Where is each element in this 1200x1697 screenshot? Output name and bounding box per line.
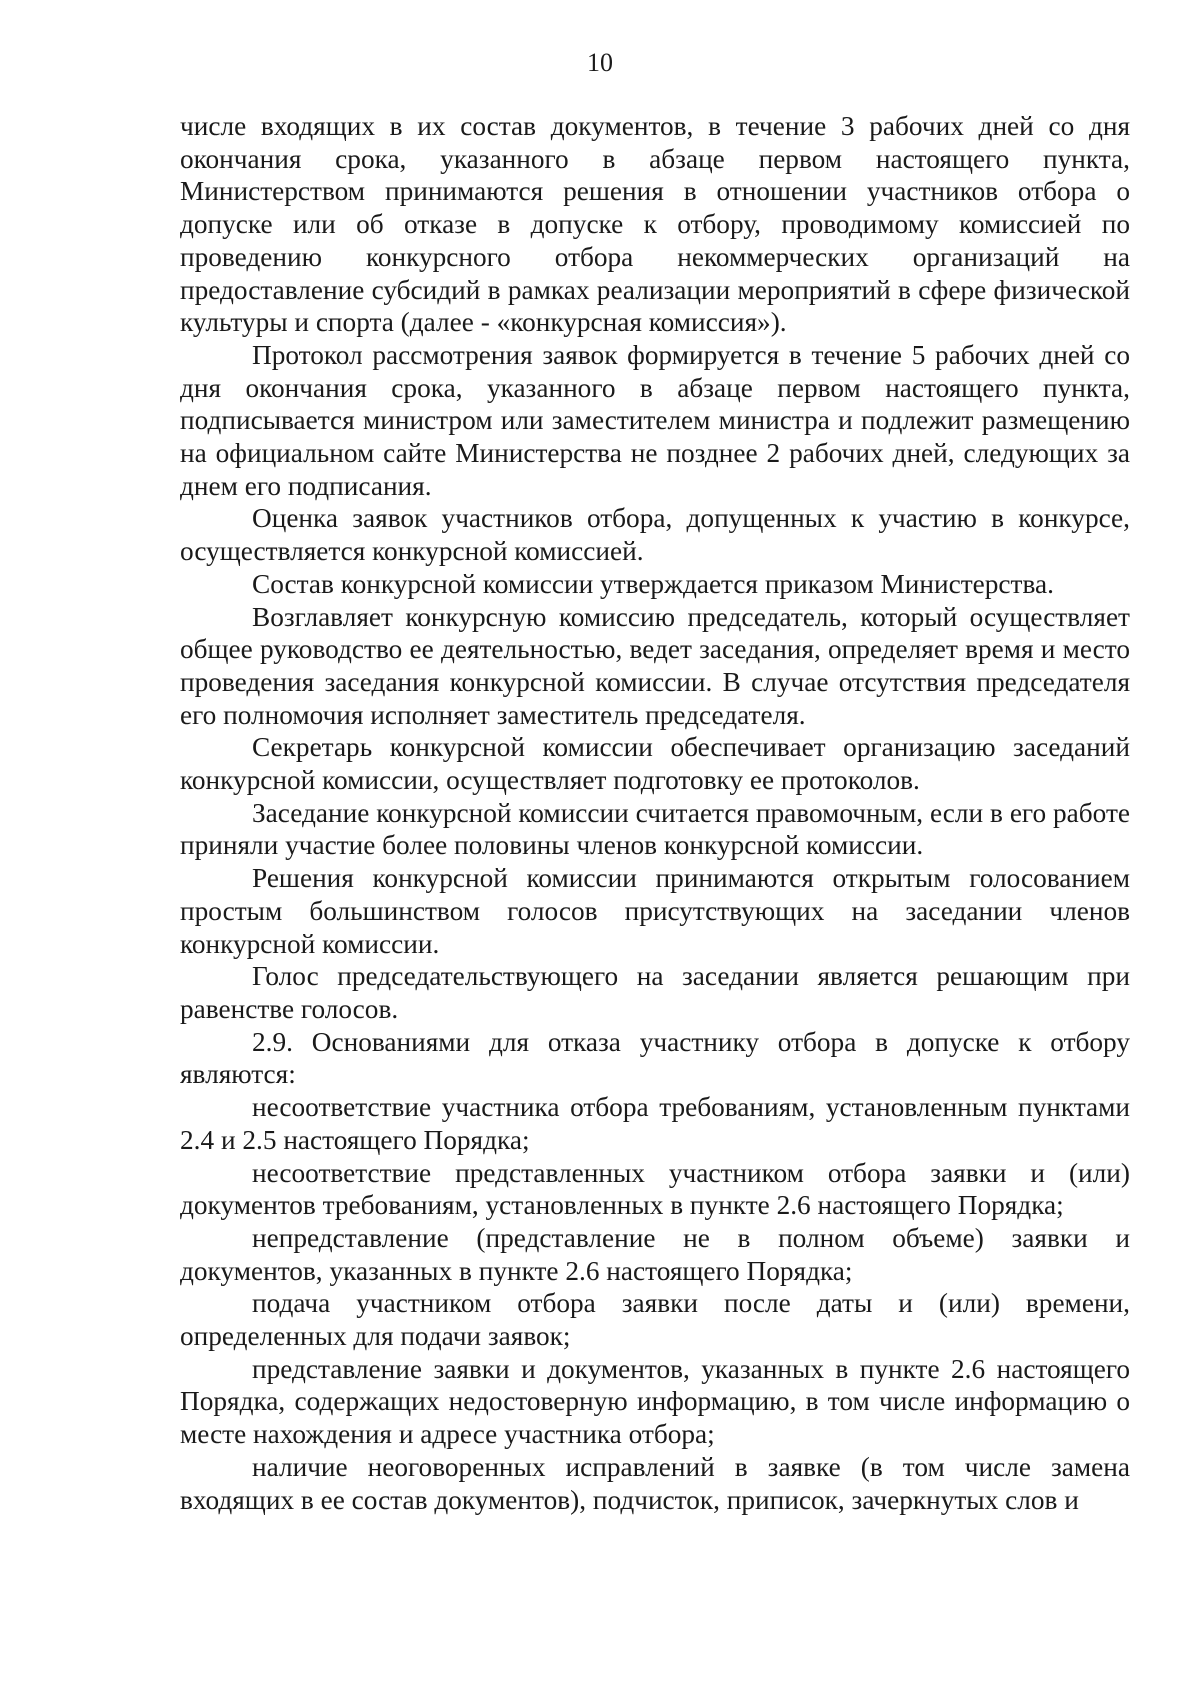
paragraph-chairman: Возглавляет конкурсную комиссию председатель, который осуществляет общее руководство ее деятельностью, ведет заседания, определяет время и место проведения заседания конкурсной комиссии. В случае отсутствия председателя его полномочия исполняет заместитель председателя.	[180, 601, 1130, 730]
list-item-documents-mismatch: несоответствие представленных участником отбора заявки и (или) документов требованиям, установленных в пункте 2.6 настоящего Порядка;	[180, 1157, 1130, 1221]
list-item-unauthorized-corrections: наличие неоговоренных исправлений в заявке (в том числе замена входящих в ее состав документов), подчисток, приписок, зачеркнутых слов и	[180, 1451, 1130, 1515]
paragraph-casting-vote: Голос председательствующего на заседании является решающим при равенстве голосов.	[180, 961, 1130, 1024]
paragraph-evaluation: Оценка заявок участников отбора, допущенных к участию в конкурсе, осуществляется конкурсной комиссией.	[180, 503, 1130, 567]
paragraph-section-2-9: 2.9. Основаниями для отказа участнику отбора в допуске к отбору являются:	[180, 1026, 1130, 1090]
list-item-late-submission: подача участником отбора заявки после даты и (или) времени, определенных для подачи заявок;	[180, 1288, 1130, 1352]
paragraph-continuation: числе входящих в их состав документов, в течение 3 рабочих дней со дня окончания срока, указанного в абзаце первом настоящего пункта, Министерством принимаются решения в отношении участников отбора о допуске или об отказе в допуске к отбору, проводимому комиссией по проведению конкурсного отбора некоммерческих организаций на предоставление субсидий в рамках реализации мероприятий в сфере физической культуры и спорта (далее - «конкурсная комиссия»).	[180, 111, 1130, 338]
page-number: 10	[587, 48, 613, 77]
document-body	[180, 110, 1130, 1516]
paragraph-quorum: Заседание конкурсной комиссии считается правомочным, если в его работе приняли участие более половины членов конкурсной комиссии.	[180, 797, 1130, 861]
list-item-false-information: представление заявки и документов, указанных в пункте 2.6 настоящего Порядка, содержащих недостоверную информацию, в том числе информацию о месте нахождения и адресе участника отбора;	[180, 1353, 1130, 1450]
list-item-requirements-mismatch: несоответствие участника отбора требованиям, установленным пунктами 2.4 и 2.5 настоящего Порядка;	[180, 1092, 1130, 1155]
paragraph-protocol: Протокол рассмотрения заявок формируется в течение 5 рабочих дней со дня окончания срока, указанного в абзаце первом настоящего пункта, подписывается министром или заместителем министра и подлежит размещению на официальном сайте Министерства не позднее 2 рабочих дней, следующих за днем его подписания.	[180, 339, 1130, 501]
paragraph-decisions: Решения конкурсной комиссии принимаются открытым голосованием простым большинством голосов присутствующих на заседании членов конкурсной комиссии.	[180, 863, 1130, 959]
paragraph-secretary: Секретарь конкурсной комиссии обеспечивает организацию заседаний конкурсной комиссии, осуществляет подготовку ее протоколов.	[180, 732, 1130, 796]
paragraph-composition: Состав конкурсной комиссии утверждается приказом Министерства.	[252, 568, 1054, 599]
list-item-incomplete-submission: непредставление (представление не в полном объеме) заявки и документов, указанных в пункте 2.6 настоящего Порядка;	[180, 1222, 1130, 1286]
